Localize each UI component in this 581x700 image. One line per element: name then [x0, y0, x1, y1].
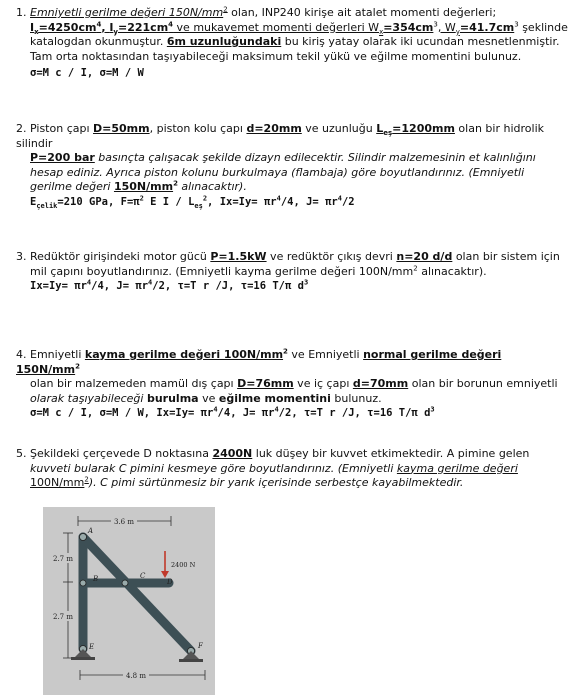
- q2-line1: 2. Piston çapı D=50mm, piston kolu çapı d=20mm ve uzunluğu $L_{eş}=1200mm$ olan bir hidrolik silindir: [16, 122, 544, 150]
- q1-text: olan, INP240 kirişe ait atalet momenti değerleri;: [227, 6, 497, 19]
- q4-line2: olan bir malzemeden mamül dış çapı D=76mm ve iç çapı d=70mm olan bir borunun emniyetli: [30, 377, 558, 391]
- question-5: [16, 447, 568, 491]
- dim-left-lower-label: 2.7 m: [53, 613, 73, 621]
- q1-wx: =354cm: [383, 20, 434, 34]
- q1-line1: [16, 6, 568, 21]
- question-2: [16, 122, 568, 210]
- q3-formula: $Ix=Iy= \pi r^4/4$, $J= \pi r^4/2$, τ=T r /J, τ=16 T/π $d^3$: [30, 278, 309, 293]
- label-f: F: [198, 642, 203, 650]
- pin-c: [122, 580, 128, 586]
- question-4: [16, 348, 568, 421]
- q5-line1: 5. Şekildeki çerçevede D noktasına 2400N luk düşey bir kuvvet etkimektedir. A pimine gelen: [16, 447, 530, 460]
- pin-a: [80, 534, 87, 541]
- label-a: A: [88, 527, 94, 535]
- q2-line3: hesap ediniz. Ayrıca piston kolunu burkulmaya (flambaja) göre boyutlandırınız. (Emniyetli: [30, 165, 525, 179]
- q4-line1: 4. Emniyetli kayma gerilme değeri $100N/mm^2$ ve Emniyetli normal gerilme değeri $150N/mm^2$: [16, 347, 502, 376]
- q3-line1: 3. Redüktör girişindeki motor gücü P=1.5kW ve redüktör çıkış devri n=20 d/d olan bir sistem için: [16, 250, 560, 263]
- q5-line3: $100N/mm^2$). C pimi sürtünmesiz bir yarık içerisinde serbestçe kayabilmektedir.: [30, 475, 464, 490]
- q4-formula: σ=M c / I, σ=M / W, $Ix=Iy= \pi r^4/4$, $J= \pi r^4/2$, τ=T r /J, τ=16 T/π $d^3$: [30, 405, 435, 420]
- sup: 2: [223, 5, 228, 14]
- dim-left-upper-label: 2.7 m: [53, 555, 73, 563]
- pin-b: [80, 580, 86, 586]
- question-3: [16, 250, 568, 294]
- q1-line2: $I_x=4250cm^4$, $I_y=221cm^4$ ve mukavemet momenti değerleri $W_x=354cm^3$, $W_y=41.7cm^3$ şeklinde: [30, 19, 568, 36]
- q1-line4: Tam orta noktasından taşıyabileceği maksimum tekil yükü ve eğilme momentini bulunuz.: [30, 49, 522, 63]
- label-c: C: [140, 572, 146, 580]
- figure-background: [43, 507, 215, 695]
- q1-w-text: ve mukavemet momenti değerleri W: [173, 20, 380, 34]
- q2-line4: gerilme değeri $150N/mm^2$ alınacaktır).: [30, 179, 247, 194]
- label-b: B: [93, 575, 99, 583]
- q1-length: 6m uzunluğundaki: [166, 35, 282, 49]
- q3-line2: mil çapını boyutlandırınız. (Emniyetli kayma gerilme değeri $100N/mm^2$ alınacaktır).: [30, 263, 487, 278]
- q5-line2: kuvveti bularak C pimini kesmeye göre boyutlandırınız. (Emniyetli kayma gerilme değeri: [30, 461, 518, 475]
- q4-line3: olarak taşıyabileceği burulma ve eğilme momentini bulunuz.: [30, 391, 382, 405]
- dim-top-label: 3.6 m: [114, 518, 134, 526]
- q1-formula: σ=M c / I, σ=M / W: [30, 67, 144, 80]
- q1-stress: Emniyetli gerilme değeri 150N/mm: [30, 6, 224, 19]
- force-label: 2400 N: [171, 561, 196, 569]
- frame-figure: [43, 507, 215, 695]
- q2-line2: P=200 bar basınçta çalışacak şekilde dizayn edilecektir. Silindir malzemesinin et kalınlığını: [30, 151, 536, 165]
- question-1: [16, 6, 568, 81]
- q1-ix: $I_x=4250cm^4$, $I_y=221cm^4$: [30, 19, 174, 36]
- label-d: D: [167, 578, 173, 586]
- frame-diagram: [43, 507, 215, 695]
- q1-wy: =41.7cm: [459, 20, 515, 34]
- q1-number: 1.: [16, 6, 27, 19]
- dim-bottom-label: 4.8 m: [126, 672, 146, 680]
- q1-line3: katalogdan okunmuştur. 6m uzunluğundaki bu kiriş yatay olarak iki ucundan mesnetlenmiştir.: [30, 35, 560, 49]
- label-e: E: [89, 643, 95, 651]
- q2-formula: $E_{çelik}=210$ GPa, $F=\pi^2$ E I / $L_{eş}^2$, $Ix=Iy= \pi r^4/4$, $J= \pi r^4/2$: [30, 194, 355, 211]
